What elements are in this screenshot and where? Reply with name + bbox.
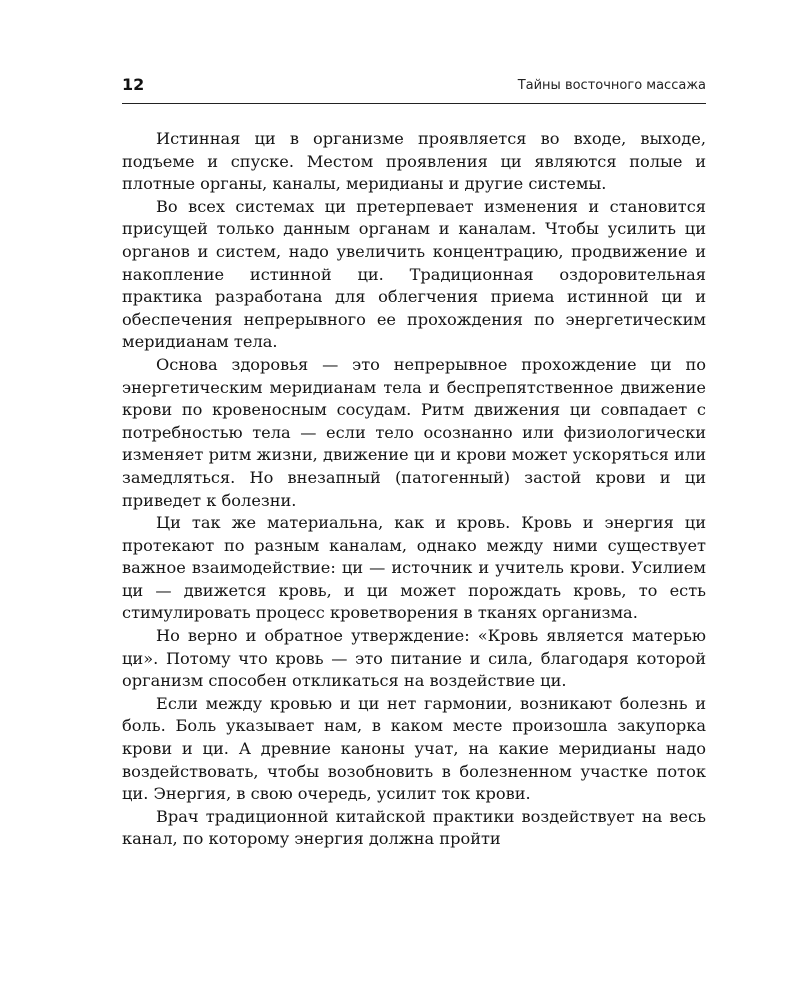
page-number: 12 (122, 75, 145, 94)
header-rule (122, 103, 706, 104)
paragraph-7: Врач традиционной китайской практики воздействует на весь канал, по которому энергия должна пройти (122, 806, 706, 849)
body-text (122, 128, 706, 851)
paragraph-2: Во всех системах ци претерпевает изменения и становится присущей только данным органам и каналам. Чтобы усилить ци органов и систем, надо увеличить концентрацию, продвижение и накопление истинной ци. Традиционная оздоровительная практика разработана для облегчения приема истинной ци и обеспечения непрерывного ее прохождения по энергетическим меридианам тела. (122, 196, 706, 352)
running-header (122, 74, 706, 100)
paragraph-5: Но верно и обратное утверждение: «Кровь является матерью ци». Потому что кровь — это питание и сила, благодаря которой организм способен откликаться на воздействие ци. (122, 626, 706, 691)
running-title: Тайны восточного массажа (517, 78, 706, 93)
paragraph-4: Ци так же материальна, как и кровь. Кровь и энергия ци протекают по разным каналам, однако между ними существует важное взаимодействие: ци — источник и учитель крови. Усилием ци — движется кровь, и ци может порождать кровь, то есть стимулировать процесс кроветворения в тканях организма. (122, 513, 706, 623)
paragraph-3: Основа здоровья — это непрерывное прохождение ци по энергетическим меридианам тела и беспрепятственное движение крови по кровеносным сосудам. Ритм движения ци совпадает с потребностью тела — если тело осознанно или физиологически изменяет ритм жизни, движение ци и крови может ускоряться или замедляться. Но внезапный (патогенный) застой крови и ци приведет к болезни. (122, 354, 706, 510)
paragraph-1: Истинная ци в организме проявляется во входе, выходе, подъеме и спуске. Местом проявления ци являются полые и плотные органы, каналы, меридианы и другие системы. (122, 129, 706, 194)
paragraph-6: Если между кровью и ци нет гармонии, возникают болезнь и боль. Боль указывает нам, в каком месте произошла закупорка крови и ци. А древние каноны учат, на какие меридианы надо воздействовать, чтобы возобновить в болезненном участке поток ци. Энергия, в свою очередь, усилит ток крови. (122, 693, 706, 804)
